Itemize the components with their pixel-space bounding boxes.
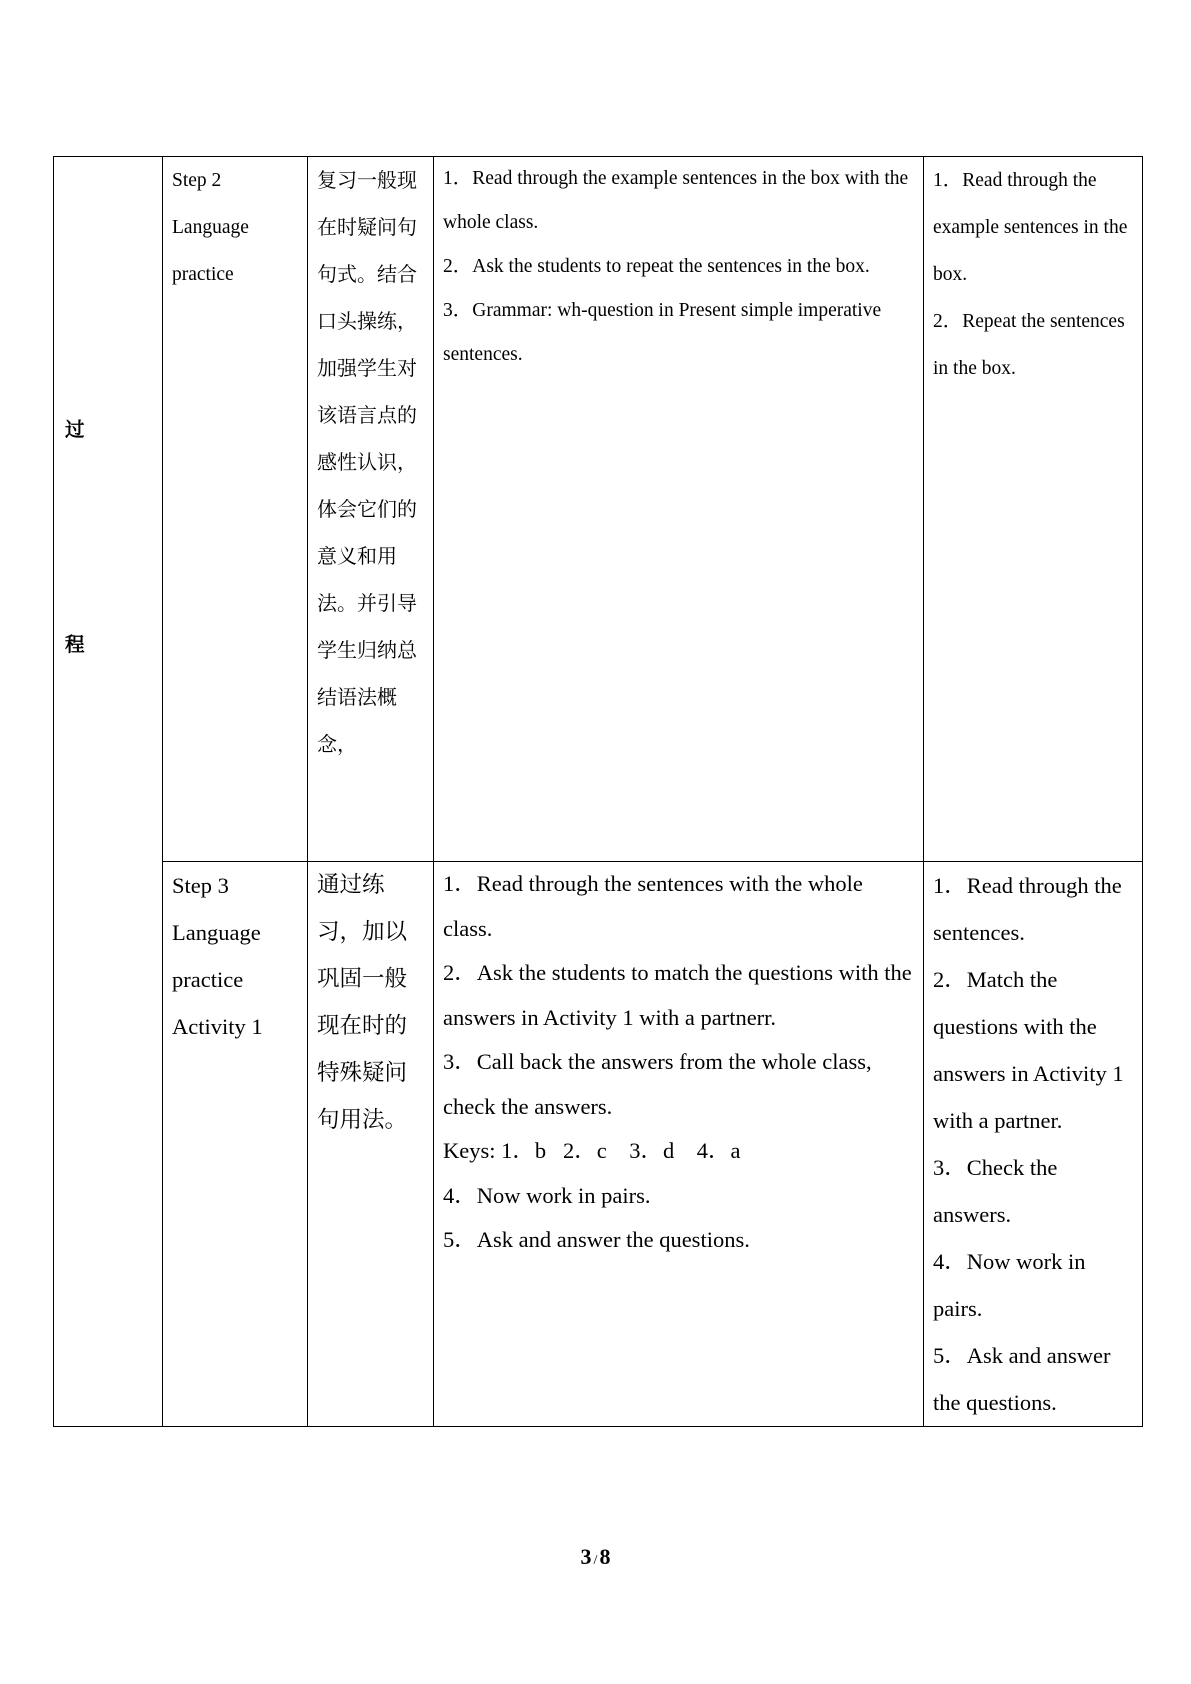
page-separator: / xyxy=(593,1553,598,1568)
teacher-activity-cell xyxy=(434,862,924,1427)
teacher-activity-item: 3．Grammar: wh-question in Present simple imperative sentences. xyxy=(443,300,882,365)
purpose-cell xyxy=(308,157,434,862)
teacher-activity-cell xyxy=(434,157,924,862)
purpose-text: 复习一般现在时疑问句句式。结合口头操练，加强学生对该语言点的感性认识，体会它们的意义和用法。并引导学生归纳总结语法概念， xyxy=(317,168,417,756)
teacher-activity-item: 1．Read through the sentences with the whole class. xyxy=(443,871,863,941)
page-number xyxy=(0,1544,1191,1570)
lesson-plan-table xyxy=(53,156,1143,1427)
purpose-text: 通过练习，加以巩固一般现在时的特殊疑问句用法。 xyxy=(317,872,408,1133)
teacher-activity-item: 1．Read through the example sentences in the box with the whole class. xyxy=(443,168,909,233)
step-title: Step 2 xyxy=(172,170,222,191)
table-row-step-3 xyxy=(54,862,1143,1427)
current-page: 3 xyxy=(580,1544,592,1569)
student-activity-item: 1．Read through the example sentences in the box. xyxy=(933,170,1128,285)
total-pages: 8 xyxy=(599,1544,611,1569)
step-cell xyxy=(163,157,308,862)
step-subtitle: Activity 1 xyxy=(172,1014,263,1039)
student-activity-item: 5．Ask and answer the questions. xyxy=(933,1343,1111,1415)
teacher-activity-item: 3．Call back the answers from the whole class, check the answers. xyxy=(443,1049,872,1119)
step-subtitle: Language xyxy=(172,920,261,945)
student-activity-item: 1．Read through the sentences. xyxy=(933,873,1122,945)
student-activity-item: 3．Check the answers. xyxy=(933,1155,1058,1227)
table-row-step-2 xyxy=(54,157,1143,862)
teacher-activity-item: 2．Ask the students to match the questions with the answers in Activity 1 with a partnerr. xyxy=(443,960,912,1030)
student-activity-cell xyxy=(924,157,1143,862)
section-char-1: 过 xyxy=(65,418,85,441)
teacher-activity-item: 5．Ask and answer the questions. xyxy=(443,1227,750,1252)
teacher-activity-item: 4．Now work in pairs. xyxy=(443,1182,651,1208)
step-subtitle: practice xyxy=(172,967,244,992)
student-activity-item: 4．Now work in pairs. xyxy=(933,1249,1086,1321)
step-cell xyxy=(163,862,308,1427)
step-subtitle: practice xyxy=(172,264,234,285)
student-activity-item: 2．Repeat the sentences in the box. xyxy=(933,311,1125,379)
answer-keys: Keys: 1．b 2．c 3．d 4．a xyxy=(443,1138,741,1163)
purpose-cell xyxy=(308,862,434,1427)
step-title: Step 3 xyxy=(172,873,229,898)
student-activity-item: 2．Match the questions with the answers in Activity 1 with a partner. xyxy=(933,967,1124,1133)
teacher-activity-item: 2．Ask the students to repeat the sentences in the box. xyxy=(443,256,870,277)
section-char-2: 程 xyxy=(65,633,85,656)
step-subtitle: Language xyxy=(172,217,249,238)
section-label-cell xyxy=(54,157,163,1427)
student-activity-cell xyxy=(924,862,1143,1427)
